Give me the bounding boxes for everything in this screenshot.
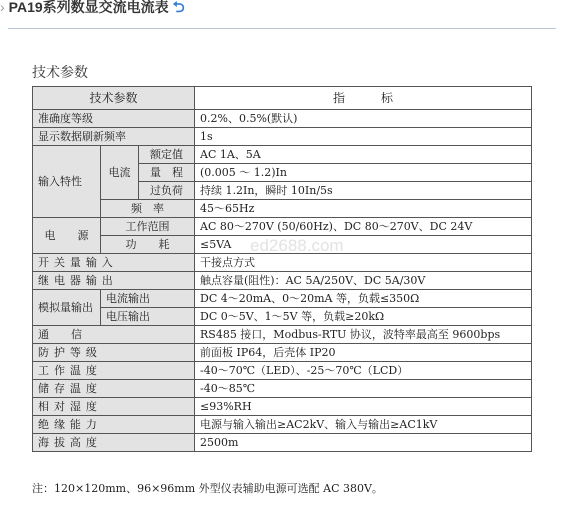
param-label: 通 信: [33, 326, 195, 344]
spec-table: [32, 86, 532, 452]
table-row: [33, 434, 532, 452]
param-value: 2500m: [195, 434, 532, 452]
param-label: 额定值: [139, 146, 195, 164]
header-param: 技术参数: [33, 87, 195, 110]
param-value: DC 0～5V、1～5V 等，负载≥20kΩ: [195, 308, 532, 326]
header-divider: [8, 28, 556, 29]
group-label: 电 源: [33, 218, 101, 254]
table-row: [33, 146, 532, 164]
group-label: 输入特性: [33, 146, 101, 218]
table-row: [33, 110, 532, 128]
watermark: ed2688.com: [250, 236, 344, 255]
param-label: 电流输出: [101, 290, 195, 308]
page-title: PA19系列数显交流电流表: [8, 0, 169, 15]
section-title: 技术参数: [32, 65, 88, 81]
param-value: 持续 1.2In，瞬时 10In/5s: [195, 182, 532, 200]
table-row: [33, 290, 532, 308]
param-label: 电压输出: [101, 308, 195, 326]
param-value: 0.2%、0.5%(默认): [195, 110, 532, 128]
table-row: [33, 236, 532, 254]
param-label: 功 耗: [101, 236, 195, 254]
breadcrumb-arrow-icon: ›: [0, 0, 5, 15]
param-label: 准确度等级: [33, 110, 195, 128]
param-label: 频 率: [101, 200, 195, 218]
param-label: 相对湿度: [33, 398, 195, 416]
param-label: 海拔高度: [33, 434, 195, 452]
param-label: 防护等级: [33, 344, 195, 362]
param-value: DC 4～20mA、0～20mA 等，负载≤350Ω: [195, 290, 532, 308]
param-label: 显示数据刷新频率: [33, 128, 195, 146]
param-value: AC 80～270V (50/60Hz)、DC 80～270V、DC 24V: [195, 218, 532, 236]
param-value: AC 1A、5A: [195, 146, 532, 164]
param-value: -40～70℃（LED）、-25～70℃（LCD）: [195, 362, 532, 380]
table-row: [33, 272, 532, 290]
param-value: 前面板 IP64，后壳体 IP20: [195, 344, 532, 362]
table-row: [33, 344, 532, 362]
param-label: 储存温度: [33, 380, 195, 398]
param-value: ≤93%RH: [195, 398, 532, 416]
param-value: 电源与输入输出≥AC2kV、输入与输出≥AC1kV: [195, 416, 532, 434]
param-value: 1s: [195, 128, 532, 146]
param-label: 继电器输出: [33, 272, 195, 290]
param-value: 干接点方式: [195, 254, 532, 272]
group-label: 模拟量输出: [33, 290, 101, 326]
param-value: 触点容量(阻性)：AC 5A/250V、DC 5A/30V: [195, 272, 532, 290]
param-value: 45～65Hz: [195, 200, 532, 218]
footnote: 注：120×120mm、96×96mm 外型仪表辅助电源可选配 AC 380V。: [32, 482, 383, 495]
param-label: 过负荷: [139, 182, 195, 200]
breadcrumb: [0, 0, 185, 20]
table-row: [33, 200, 532, 218]
table-row: [33, 254, 532, 272]
table-header-row: [33, 87, 532, 110]
subgroup-label: 电流: [101, 146, 139, 200]
param-label: 工作范围: [101, 218, 195, 236]
table-row: [33, 362, 532, 380]
param-value: (0.005 ～ 1.2)In: [195, 164, 532, 182]
table-row: [33, 398, 532, 416]
back-arrow-icon[interactable]: ⮌: [172, 0, 185, 16]
param-label: 绝缘能力: [33, 416, 195, 434]
header-spec: 指 标: [195, 87, 532, 110]
param-value: -40～85℃: [195, 380, 532, 398]
table-row: [33, 416, 532, 434]
table-row: [33, 326, 532, 344]
param-value: ≤5VA: [195, 236, 532, 254]
param-value: RS485 接口，Modbus-RTU 协议，波特率最高至 9600bps: [195, 326, 532, 344]
table-row: [33, 128, 532, 146]
table-row: [33, 308, 532, 326]
param-label: 量 程: [139, 164, 195, 182]
table-row: [33, 380, 532, 398]
param-label: 工作温度: [33, 362, 195, 380]
table-row: [33, 218, 532, 236]
param-label: 开关量输入: [33, 254, 195, 272]
